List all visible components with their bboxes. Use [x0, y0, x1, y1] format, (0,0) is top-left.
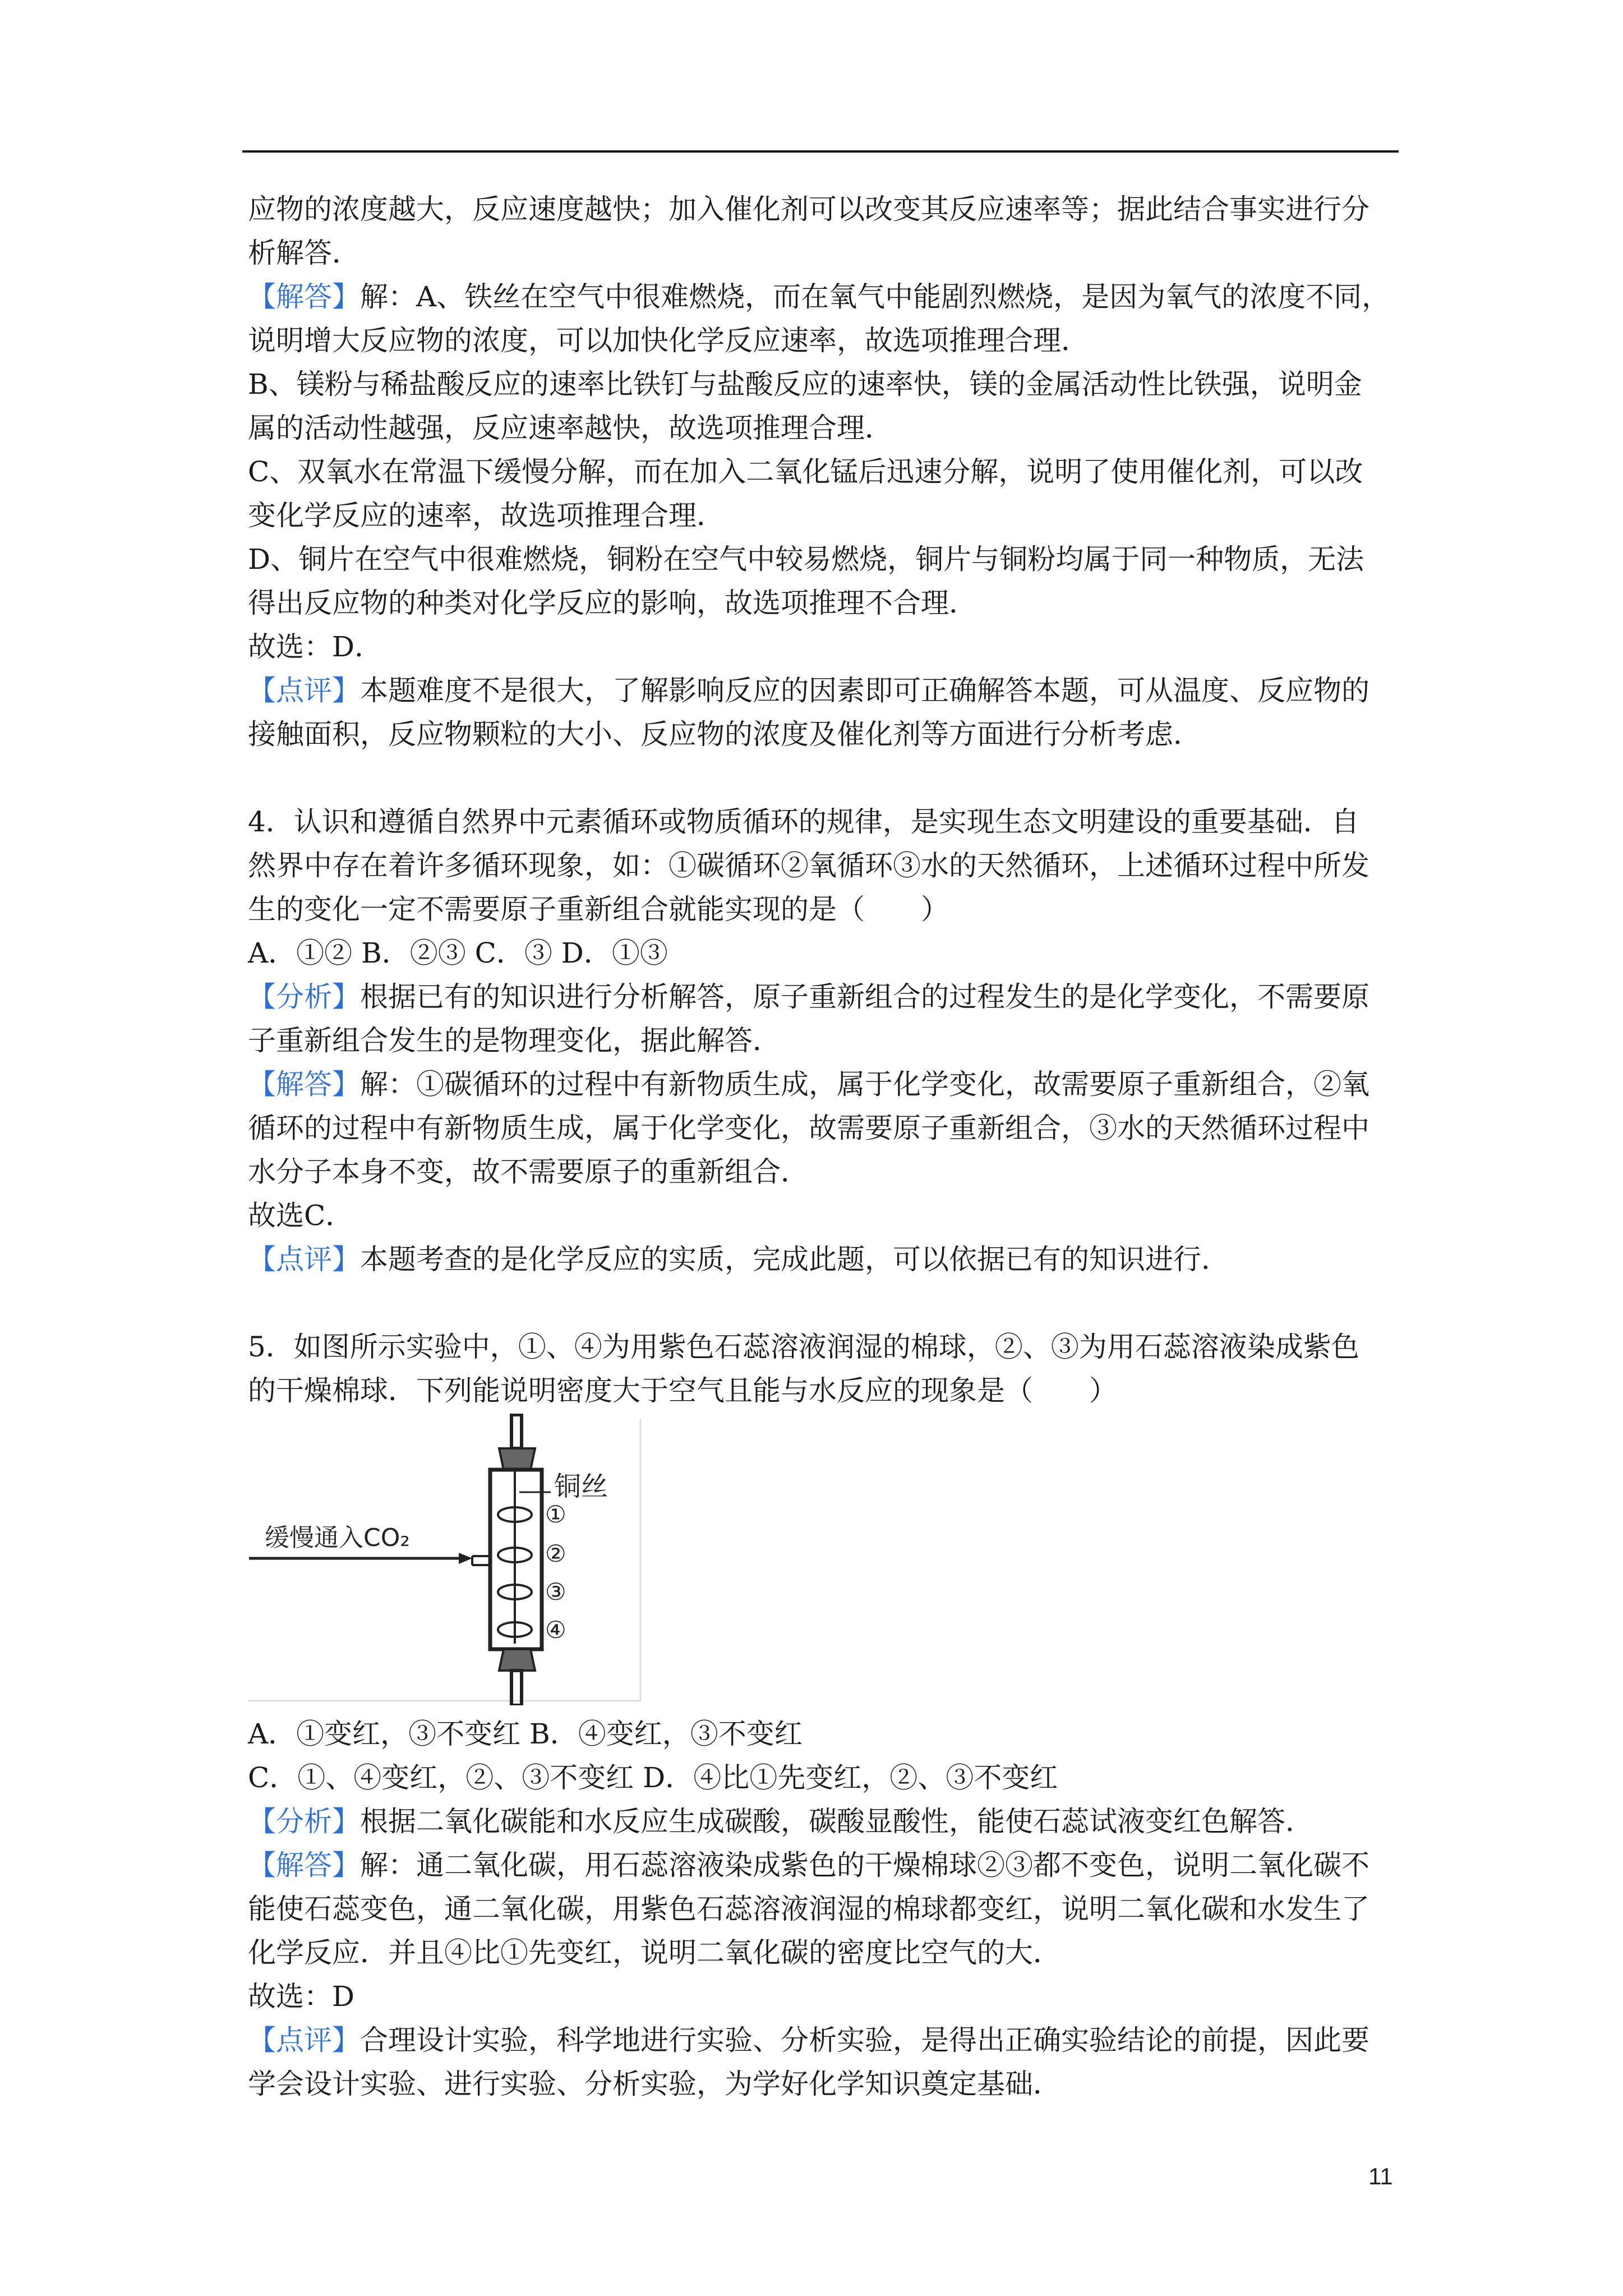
- bottom-stopper: [499, 1649, 535, 1671]
- analysis-text: 根据已有的知识进行分析解答，原子重新组合的过程发生的是化学变化，不需要原: [360, 981, 1370, 1013]
- text-line: 得出反应物的种类对化学反应的影响，故选项推理不合理．: [248, 587, 977, 619]
- answer-tag: 【解答】: [248, 1068, 360, 1101]
- text-line: 故选C．: [248, 1199, 354, 1232]
- analysis-tag: 【分析】: [248, 1805, 360, 1838]
- answer-line: [248, 1843, 1403, 1887]
- analysis-line: [248, 1800, 1403, 1843]
- text-line: 应物的浓度越大，反应速度越快；加入催化剂可以改变其反应速率等；据此结合事实进行分: [248, 193, 1370, 226]
- header-rule: [242, 150, 1399, 153]
- text-line: 水分子本身不变，故不需要原子的重新组合．: [248, 1156, 809, 1188]
- answer-tag: 【解答】: [248, 1849, 360, 1881]
- comment-line: [248, 1237, 1403, 1281]
- text-line: 变化学反应的速率，故选项推理合理．: [248, 499, 725, 532]
- text-line: 子重新组合发生的是物理变化，据此解答．: [248, 1024, 781, 1057]
- answer-text: 解：A、铁丝在空气中很难燃烧，而在氧气中能剧烈燃烧，是因为氧气的浓度不同，: [360, 280, 1390, 313]
- text-line: 接触面积，反应物颗粒的大小、反应物的浓度及催化剂等方面进行分析考虑．: [248, 718, 1201, 751]
- comment-tag: 【点评】: [248, 2024, 360, 2056]
- question-stem: 生的变化一定不需要原子重新组合就能实现的是（ ）: [248, 893, 949, 926]
- comment-text: 本题考查的是化学反应的实质，完成此题，可以依据已有的知识进行．: [360, 1243, 1229, 1276]
- page-number: 11: [1368, 2163, 1393, 2189]
- question-stem: 4．认识和遵循自然界中元素循环或物质循环的规律，是实现生态文明建设的重要基础．自: [248, 806, 1359, 838]
- analysis-line: [248, 975, 1403, 1019]
- text-line: 学会设计实验、进行实验、分析实验，为学好化学知识奠定基础．: [248, 2068, 1061, 2100]
- question-stem: 的干燥棉球．下列能说明密度大于空气且能与水反应的现象是（ ）: [248, 1374, 1117, 1407]
- question-options: C．①、④变红，②、③不变红 D．④比①先变红，②、③不变红: [248, 1761, 1058, 1794]
- text-line: 属的活动性越强，反应速率越快，故选项推理合理．: [248, 412, 893, 444]
- text-line: B、镁粉与稀盐酸反应的速率比铁钉与盐酸反应的速率快，镁的金属活动性比铁强，说明金: [248, 368, 1362, 401]
- question-stem: 然界中存在着许多循环现象，如：①碳循环②氧循环③水的天然循环，上述循环过程中所发: [248, 849, 1370, 882]
- text-line: 说明增大反应物的浓度，可以加快化学反应速率，故选项推理合理．: [248, 324, 1089, 357]
- comment-text: 合理设计实验，科学地进行实验、分析实验，是得出正确实验结论的前提，因此要: [360, 2024, 1370, 2056]
- comment-line: [248, 669, 1403, 712]
- analysis-text: 根据二氧化碳能和水反应生成碳酸，碳酸显酸性，能使石蕊试液变红色解答．: [360, 1805, 1313, 1838]
- ball-label-2: ②: [545, 1540, 566, 1567]
- answer-tag: 【解答】: [248, 280, 360, 313]
- wire-label: 铜丝: [554, 1471, 608, 1502]
- comment-text: 本题难度不是很大，了解影响反应的因素即可正确解答本题，可从温度、反应物的: [360, 674, 1370, 707]
- text-line: 能使石蕊变色，通二氧化碳，用紫色石蕊溶液润湿的棉球都变红，说明二氧化碳和水发生了: [248, 1893, 1370, 1925]
- top-tube: [511, 1415, 522, 1448]
- text-line: 循环的过程中有新物质生成，属于化学变化，故需要原子重新组合，③水的天然循环过程中: [248, 1112, 1370, 1144]
- inlet-label: 缓慢通入CO₂: [265, 1524, 410, 1552]
- answer-line: [248, 275, 1403, 319]
- page-content: [248, 187, 1403, 2106]
- text-line: C、双氧水在常温下缓慢分解，而在加入二氧化锰后迅速分解，说明了使用催化剂，可以改: [248, 455, 1363, 488]
- analysis-tag: 【分析】: [248, 981, 360, 1013]
- ball-label-4: ④: [545, 1616, 566, 1644]
- text-line: 故选：D: [248, 1980, 355, 2013]
- text-line: 化学反应．并且④比①先变红，说明二氧化碳的密度比空气的大．: [248, 1936, 1061, 1969]
- comment-tag: 【点评】: [248, 674, 360, 707]
- text-line: D、铜片在空气中很难燃烧，铜粉在空气中较易燃烧，铜片与铜粉均属于同一种物质，无法: [248, 543, 1364, 576]
- answer-text: 解：通二氧化碳，用石蕊溶液染成紫色的干燥棉球②③都不变色，说明二氧化碳不: [360, 1849, 1370, 1881]
- comment-tag: 【点评】: [248, 1243, 360, 1276]
- top-stopper: [499, 1448, 535, 1470]
- ball-label-1: ①: [545, 1501, 566, 1528]
- arrow-head-icon: [459, 1553, 472, 1564]
- experiment-diagram: [248, 1414, 649, 1705]
- experiment-figure: [248, 1414, 649, 1705]
- question-options: A．①② B．②③ C．③ D．①③: [248, 937, 668, 969]
- ball-label-3: ③: [545, 1578, 566, 1605]
- question-stem: 5．如图所示实验中，①、④为用紫色石蕊溶液润湿的棉球，②、③为用石蕊溶液染成紫色: [248, 1331, 1359, 1363]
- answer-text: 解：①碳循环的过程中有新物质生成，属于化学变化，故需要原子重新组合，②氧: [360, 1068, 1370, 1101]
- answer-line: [248, 1062, 1403, 1106]
- text-line: 故选：D．: [248, 631, 383, 663]
- comment-line: [248, 2018, 1403, 2062]
- text-line: 析解答．: [248, 237, 360, 269]
- question-options: A．①变红，③不变红 B．④变红，③不变红: [248, 1718, 803, 1750]
